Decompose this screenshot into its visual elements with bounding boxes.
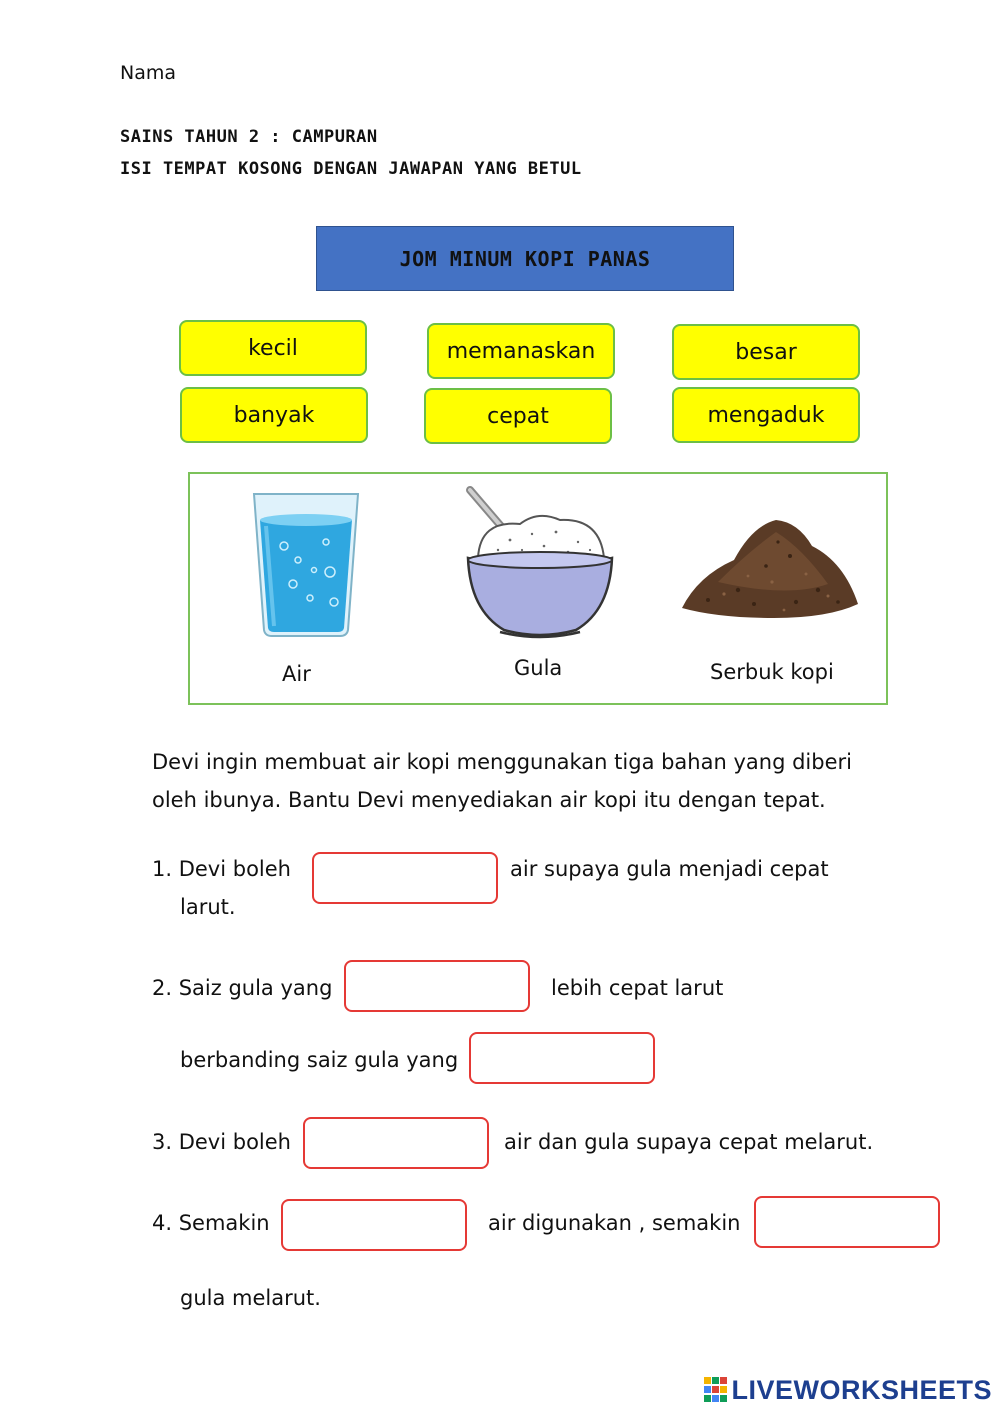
word-chip-besar[interactable]: besar [672,324,860,380]
q4-answer-blank-2[interactable] [754,1196,940,1248]
ingredient-label-air: Air [282,662,311,686]
subject-title: SAINS TAHUN 2 : CAMPURAN [120,127,378,147]
q4-middle: air digunakan , semakin [488,1211,741,1235]
intro-paragraph [152,743,892,819]
instruction-text: ISI TEMPAT KOSONG DENGAN JAWAPAN YANG BETUL [120,159,582,179]
liveworksheets-brand-text: LIVEWORKSHEETS [731,1374,992,1405]
q4-prefix: 4. Semakin [152,1211,270,1235]
word-chip-kecil[interactable]: kecil [179,320,367,376]
word-chip-memanaskan[interactable]: memanaskan [427,323,615,379]
q2-answer-blank-2[interactable] [469,1032,655,1084]
ingredient-label-gula: Gula [514,656,563,680]
coffee-powder-icon [678,486,862,622]
q2-continuation: berbanding saiz gula yang [180,1048,459,1072]
q3-suffix: air dan gula supaya cepat melarut. [504,1130,874,1154]
q3-answer-blank[interactable] [303,1117,489,1169]
liveworksheets-logo [703,1373,992,1407]
intro-line-2: oleh ibunya. Bantu Devi menyediakan air kopi itu dengan tepat. [152,788,826,812]
section-title-box [316,226,734,291]
liveworksheets-logo-icon [703,1376,729,1404]
ingredient-label-serbuk-kopi: Serbuk kopi [710,660,834,684]
q2-answer-blank-1[interactable] [344,960,530,1012]
q1-continuation: larut. [180,895,236,919]
q2-suffix: lebih cepat larut [551,976,724,1000]
section-title: JOM MINUM KOPI PANAS [399,246,651,271]
word-chip-banyak[interactable]: banyak [180,387,368,443]
sugar-bowl-icon [460,480,620,642]
q1-answer-blank[interactable] [312,852,498,904]
q4-continuation: gula melarut. [180,1286,321,1310]
glass-of-water-icon [248,490,364,640]
q4-answer-blank-1[interactable] [281,1199,467,1251]
q1-suffix: air supaya gula menjadi cepat [510,857,829,881]
q1-prefix: 1. Devi boleh [152,857,291,881]
intro-line-1: Devi ingin membuat air kopi menggunakan tiga bahan yang diberi [152,750,852,774]
word-chip-cepat[interactable]: cepat [424,388,612,444]
q2-prefix: 2. Saiz gula yang [152,976,333,1000]
q3-prefix: 3. Devi boleh [152,1130,291,1154]
name-label: Nama [120,62,177,84]
word-chip-mengaduk[interactable]: mengaduk [672,387,860,443]
